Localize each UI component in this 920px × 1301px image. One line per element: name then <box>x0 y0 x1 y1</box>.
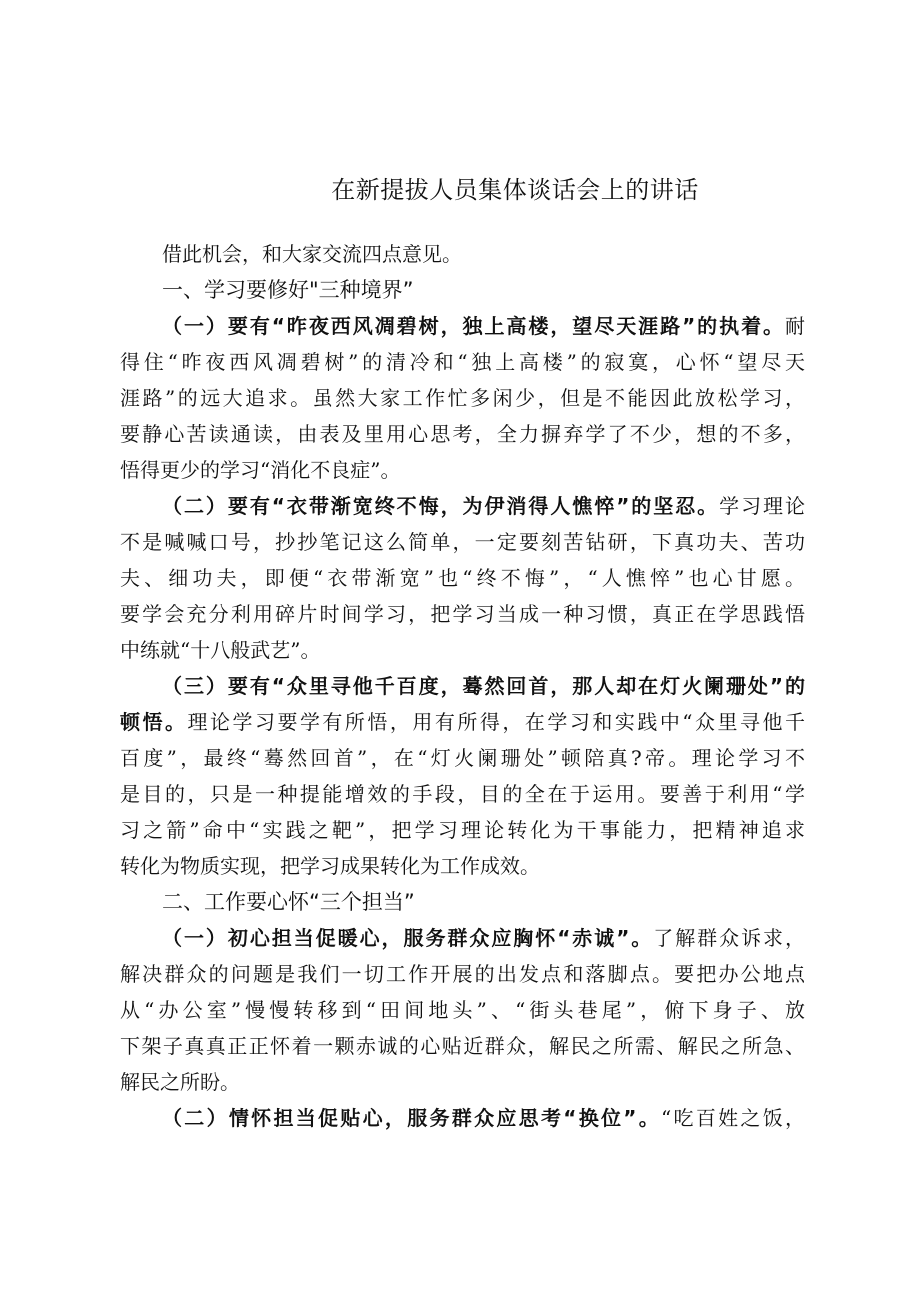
paragraph <box>120 488 805 668</box>
text-line <box>120 524 805 560</box>
line-text: 解民之所盼。 <box>120 1070 240 1094</box>
text-line <box>120 380 805 416</box>
text-line <box>120 344 805 380</box>
line-text: 习之箭”命中“实践之靶”，把学习理论转化为干事能力，把精神追求 <box>120 818 805 842</box>
text-line <box>120 668 805 704</box>
line-text: 一、学习要修好"三种境界” <box>162 278 414 302</box>
text-line <box>120 560 805 596</box>
text-line <box>120 848 805 884</box>
section-heading <box>120 884 805 920</box>
bold-lead: （一）初心担当促暖心，服务群众应胸怀“赤诚”。 <box>162 926 654 950</box>
text-line <box>120 812 805 848</box>
paragraph <box>120 308 805 488</box>
text-line <box>120 704 805 740</box>
paragraph <box>120 668 805 884</box>
line-text: 下架子真真正正怀着一颗赤诚的心贴近群众，解民之所需、解民之所急、 <box>120 1034 805 1058</box>
text-line <box>120 992 805 1028</box>
line-text: 二、工作要心怀“三个担当” <box>162 890 415 914</box>
line-text: 借此机会，和大家交流四点意见。 <box>162 242 462 266</box>
text-line <box>120 956 805 992</box>
bold-lead: （一）要有“昨夜西风凋碧树，独上高楼，望尽天涯路”的执着。 <box>162 314 785 338</box>
paragraph <box>120 920 805 1100</box>
text-line <box>120 308 805 344</box>
text-line <box>120 596 805 632</box>
line-text: 理论学习要学有所悟，用有所得，在学习和实践中“众里寻他千 <box>187 710 805 734</box>
line-text: 悟得更少的学习“消化不良症”。 <box>120 458 401 482</box>
section-heading <box>120 272 805 308</box>
text-line <box>120 884 805 920</box>
line-text: 不是喊喊口号，抄抄笔记这么简单，一定要刻苦钻研，下真功夫、苦功 <box>120 530 805 554</box>
line-text: 要学会充分利用碎片时间学习，把学习当成一种习惯，真正在学思践悟 <box>120 602 805 626</box>
text-line <box>120 452 805 488</box>
line-text: 要静心苦读通读，由表及里用心思考，全力摒弃学了不少，想的不多， <box>120 422 805 446</box>
paragraph <box>120 236 805 272</box>
line-text: 了解群众诉求， <box>653 926 805 950</box>
line-text: 得住“昨夜西风凋碧树”的清冷和“独上高楼”的寂寞，心怀“望尽天 <box>120 350 805 374</box>
bold-lead: （二）要有“衣带渐宽终不悔，为伊消得人憔悴”的坚忍。 <box>162 494 720 518</box>
line-text: 转化为物质实现，把学习成果转化为工作成效。 <box>120 854 540 878</box>
line-text: 耐 <box>785 314 805 338</box>
text-line <box>120 1064 805 1100</box>
document-title: 在新提拔人员集体谈话会上的讲话 <box>331 176 699 204</box>
paragraph <box>120 1100 805 1136</box>
text-line <box>120 1100 805 1136</box>
text-line <box>120 272 805 308</box>
text-line <box>120 1028 805 1064</box>
bold-lead: 顿悟。 <box>120 710 188 734</box>
line-text: 解决群众的问题是我们一切工作开展的出发点和落脚点。要把办公地点 <box>120 962 805 986</box>
line-text: 涯路”的远大追求。虽然大家工作忙多闲少，但是不能因此放松学习， <box>120 386 805 410</box>
document-body <box>120 236 805 1136</box>
text-line <box>120 236 805 272</box>
line-text: 从“办公室”慢慢转移到“田间地头”、“街头巷尾”，俯下身子、放 <box>120 998 805 1022</box>
line-text: 百度”，最终“蓦然回首”，在“灯火阑珊处”顿陪真?帝。理论学习不 <box>120 746 805 770</box>
text-line <box>120 920 805 956</box>
bold-lead: （二）情怀担当促贴心，服务群众应思考“换位”。 <box>162 1106 662 1130</box>
line-text: “吃百姓之饭， <box>661 1106 805 1130</box>
line-text: 学习理论 <box>719 494 805 518</box>
line-text: 中练就“十八般武艺”。 <box>120 638 321 662</box>
text-line <box>120 740 805 776</box>
bold-lead: （三）要有“众里寻他千百度，蓦然回首，那人却在灯火阑珊处”的 <box>162 674 805 698</box>
text-line <box>120 416 805 452</box>
line-text: 是目的，只是一种提能增效的手段，目的全在于运用。要善于利用“学 <box>120 782 805 806</box>
text-line <box>120 776 805 812</box>
text-line <box>120 632 805 668</box>
text-line <box>120 488 805 524</box>
line-text: 夫、细功夫，即便“衣带渐宽”也“终不悔”，“人憔悴”也心甘愿。 <box>120 566 805 590</box>
